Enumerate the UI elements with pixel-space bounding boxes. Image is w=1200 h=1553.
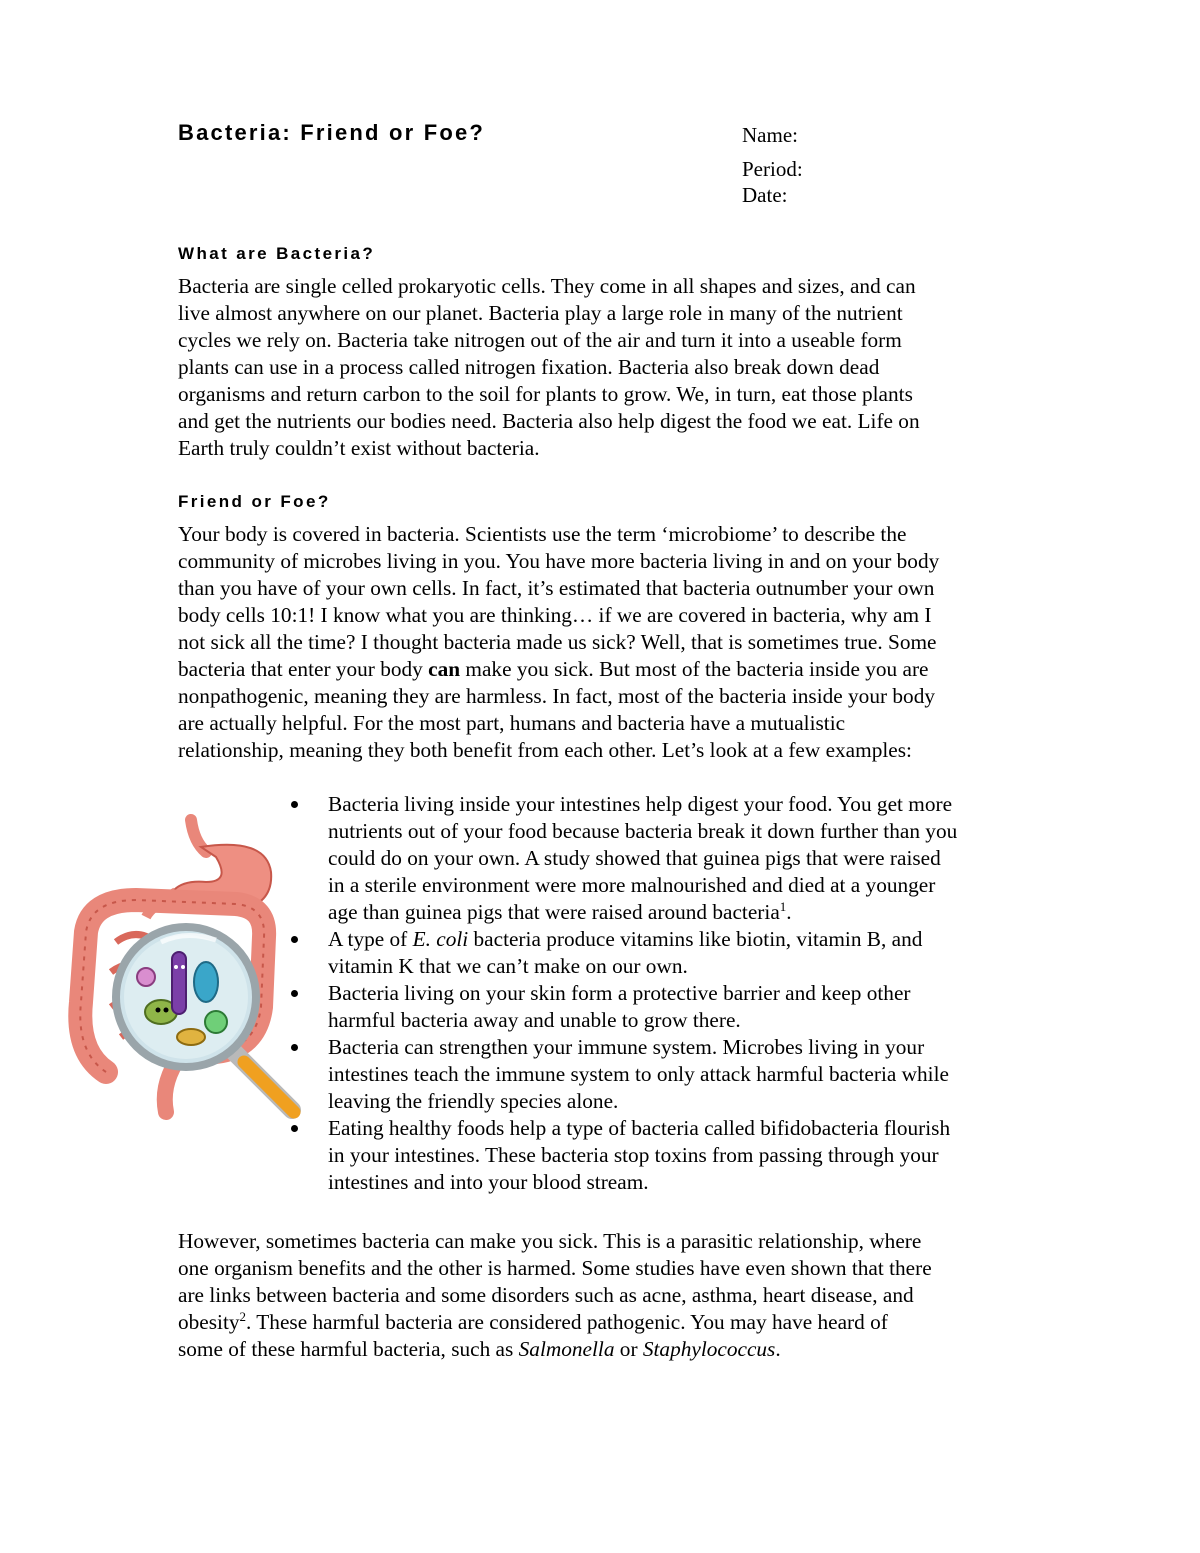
- period-label: Period:: [742, 157, 803, 181]
- text-line: body cells 10:1! I know what you are thinking… if we are covered in bacteria, why am I: [178, 603, 932, 627]
- text-line: in your intestines. These bacteria stop toxins from passing through your: [328, 1143, 939, 1167]
- text-line: Bacteria can strengthen your immune system. Microbes living in your: [328, 1035, 925, 1059]
- text-line: Earth truly couldn’t exist without bacteria.: [178, 436, 540, 460]
- text-line: Eating healthy foods help a type of bacteria called bifidobacteria flourish: [328, 1116, 951, 1140]
- emphasis-can: can: [428, 657, 461, 681]
- list-item: [284, 926, 1044, 980]
- footnote-ref-1: 1: [779, 898, 787, 914]
- section-heading-friend-or-foe: Friend or Foe?: [178, 492, 331, 511]
- text-run: or: [614, 1337, 643, 1361]
- text-line: nonpathogenic, meaning they are harmless. In fact, most of the bacteria inside your body: [178, 684, 935, 708]
- text-line: plants can use in a process called nitrogen fixation. Bacteria also break down dead: [178, 355, 880, 379]
- intestine-magnifier-icon: [66, 812, 316, 1127]
- text-line: However, sometimes bacteria can make you sick. This is a parasitic relationship, where: [178, 1229, 922, 1253]
- text-line: not sick all the time? I thought bacteria made us sick? Well, that is sometimes true. Some: [178, 630, 937, 654]
- footnote-ref-2: 2: [239, 1308, 247, 1324]
- list-item: [284, 980, 1044, 1034]
- text-line: Bacteria living inside your intestines help digest your food. You get more: [328, 792, 953, 816]
- text-line: [178, 1336, 1048, 1363]
- text-run: obesity: [178, 1310, 240, 1334]
- name-label: Name:: [742, 123, 798, 147]
- bullet-icon: [291, 1044, 298, 1051]
- text-line: relationship, meaning they both benefit from each other. Let’s look at a few examples:: [178, 738, 912, 762]
- page-title: Bacteria: Friend or Foe?: [178, 120, 486, 145]
- section-heading-what-are-bacteria: What are Bacteria?: [178, 244, 376, 263]
- text-run: bacteria produce vitamins like biotin, vitamin B, and: [468, 927, 923, 951]
- text-line: intestines teach the immune system to only attack harmful bacteria while: [328, 1062, 949, 1086]
- text-line: in a sterile environment were more malnourished and died at a younger: [328, 873, 936, 897]
- text-line: could do on your own. A study showed that guinea pigs that were raised: [328, 846, 941, 870]
- text-line: harmful bacteria away and unable to grow there.: [328, 1008, 741, 1032]
- text-line: and get the nutrients our bodies need. Bacteria also help digest the food we eat. Life on: [178, 409, 920, 433]
- text-line: cycles we rely on. Bacteria take nitrogen out of the air and turn it into a useable form: [178, 328, 902, 352]
- text-line: leaving the friendly species alone.: [328, 1089, 619, 1113]
- text-run: age than guinea pigs that were raised around bacteria: [328, 900, 780, 924]
- paragraph-pathogenic-bacteria: [178, 1228, 1048, 1363]
- date-label: Date:: [742, 183, 788, 207]
- text-line: intestines and into your blood stream.: [328, 1170, 649, 1194]
- text-run: . These harmful bacteria are considered pathogenic. You may have heard of: [246, 1310, 888, 1334]
- species-name-salmonella: Salmonella: [518, 1337, 615, 1361]
- bullet-icon: [291, 801, 298, 808]
- bullet-icon: [291, 936, 298, 943]
- examples-list: [284, 791, 1044, 1196]
- paragraph-friend-or-foe: [178, 521, 1048, 764]
- list-item: [284, 1115, 1044, 1196]
- text-line: vitamin K that we can’t make on our own.: [328, 954, 688, 978]
- text-line: [328, 899, 1044, 926]
- text-line: than you have of your own cells. In fact, it’s estimated that bacteria outnumber your own: [178, 576, 935, 600]
- species-name-ecoli: E. coli: [412, 927, 469, 951]
- text-line: are links between bacteria and some disorders such as acne, asthma, heart disease, and: [178, 1283, 914, 1307]
- text-line: one organism benefits and the other is harmed. Some studies have even shown that there: [178, 1256, 932, 1280]
- bullet-icon: [291, 1125, 298, 1132]
- text-run: A type of: [328, 927, 413, 951]
- text-line: [328, 926, 1044, 953]
- text-run: make you sick. But most of the bacteria inside you are: [460, 657, 929, 681]
- text-run: .: [786, 900, 792, 924]
- list-item: [284, 1034, 1044, 1115]
- text-line: community of microbes living in you. You have more bacteria living in and on your body: [178, 549, 940, 573]
- text-line: Bacteria are single celled prokaryotic cells. They come in all shapes and sizes, and can: [178, 274, 916, 298]
- bullet-icon: [291, 990, 298, 997]
- text-line: [178, 656, 1048, 683]
- text-line: live almost anywhere on our planet. Bacteria play a large role in many of the nutrient: [178, 301, 903, 325]
- paragraph-what-are-bacteria: [178, 273, 1048, 462]
- text-line: organisms and return carbon to the soil for plants to grow. We, in turn, eat those plants: [178, 382, 913, 406]
- text-line: Your body is covered in bacteria. Scientists use the term ‘microbiome’ to describe the: [178, 522, 907, 546]
- text-run: bacteria that enter your body: [178, 657, 429, 681]
- text-line: are actually helpful. For the most part, humans and bacteria have a mutualistic: [178, 711, 846, 735]
- species-name-staphylococcus: Staphylococcus: [642, 1337, 776, 1361]
- text-run: some of these harmful bacteria, such as: [178, 1337, 519, 1361]
- text-line: nutrients out of your food because bacteria break it down further than you: [328, 819, 958, 843]
- text-line: Bacteria living on your skin form a protective barrier and keep other: [328, 981, 911, 1005]
- text-run: .: [775, 1337, 781, 1361]
- text-line: [178, 1309, 1048, 1336]
- list-item: [284, 791, 1044, 926]
